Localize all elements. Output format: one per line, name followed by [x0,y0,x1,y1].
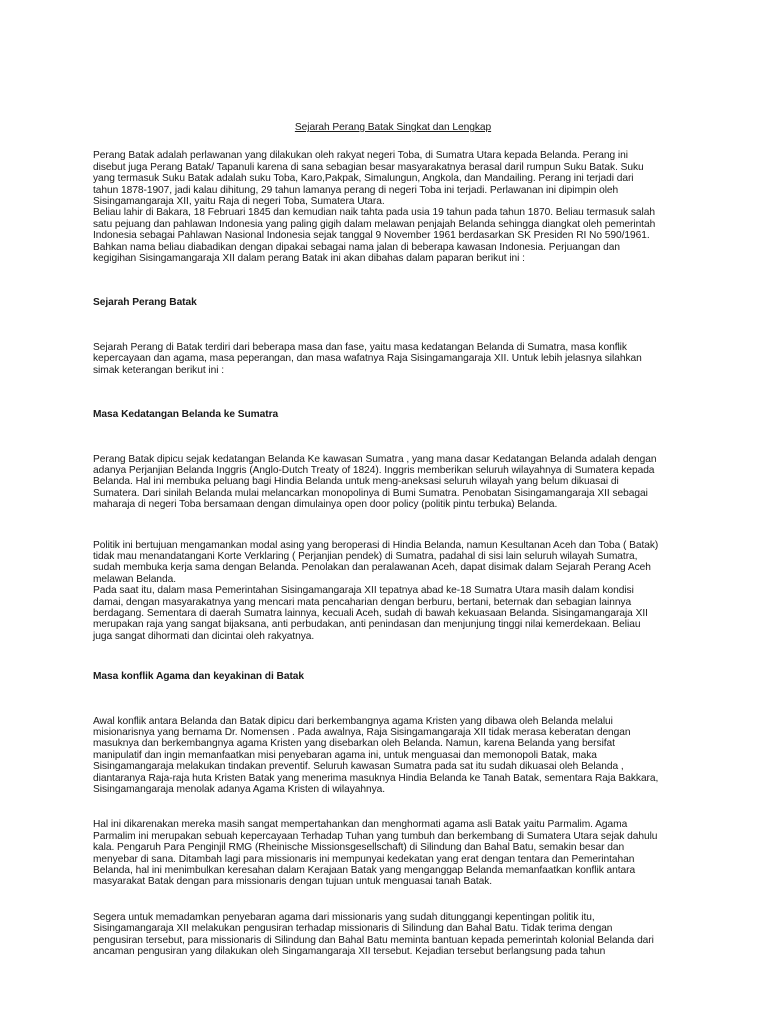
intro-paragraph: Perang Batak adalah perlawanan yang dilakukan oleh rakyat negeri Toba, di Sumatra Utara kepada Belanda. Perang ini disebut juga Perang Batak/ Tapanuli karena di sana sebagian besar masyarakatnya berasal daril rumpun Suku Batak. Suku yang termasuk Suku Batak adalah suku Toba, Karo,Pakpak, Simalungun, Angkola, dan Mandailing. Perang ini terjadi dari tahun 1878-1907, jadi kalau dihitung, 29 tahun lamanya perang di negeri Toba ini terjadi. Perlawanan ini dipimpin oleh Sisingamangaraja XII, yaitu Raja di negeri Toba, Sumatera Utara. Beliau lahir di Bakara, 18 Februari 1845 dan kemudian naik tahta pada usia 19 tahun pada tahun 1870. Beliau termasuk salah satu pejuang dan pahlawan Indonesia yang paling gigih dalam melawan penjajah Belanda sehingga diangkat oleh pemerintah Indonesia sebagai Pahlawan Nasional Indonesia sejak tanggal 9 November 1961 berdasarkan SK Presiden RI No 590/1961. Bahkan nama beliau diabadikan dengan dipakai sebagai nama jalan di beberapa kawasan Indonesia. Perjuangan dan kegigihan Sisingamangaraja XII dalam perang Batak ini akan dibahas dalam paparan berikut ini : [93,150,656,265]
section-heading-konflik: Masa konflik Agama dan keyakinan di Batak [93,671,305,683]
paragraph-konflik: Awal konflik antara Belanda dan Batak dipicu dari berkembangnya agama Kristen yang dibawa oleh Belanda melalui misionarisnya yang bernama Dr. Nomensen . Pada awalnya, Raja Sisingamangaraja XII tidak merasa keberatan dengan masuknya dan berkembangnya agama Kristen yang disebarkan oleh Belanda. Namun, karena Belanda yang bersifat manipulatif dan ingin memanfaatkan misi penyebaran agama ini, untuk menguasai dan memonopoli Batak, maka Sisingamangaraja melakukan tindakan preventif. Seluruh kawasan Sumatra pada sat itu sudah dikuasai oleh Belanda , diantaranya Raja-raja huta Kristen Batak yang menerima masuknya Hindia Belanda ke Tanah Batak, sementara Raja Bakkara, Sisingamangaraja menolak adanya Agama Kristen di wilayahnya. [93,715,659,796]
document-title: Sejarah Perang Batak Singkat dan Lengkap [294,122,492,133]
paragraph-parmalim: Hal ini dikarenakan mereka masih sangat mempertahankan dan menghormati agama asli Batak yaitu Parmalim. Agama Parmalim ini merupakan sebuah kepercayaan Terhadap Tuhan yang tumbuh dan berkembang di Sumatera Utara sejak dahulu kala. Pengaruh Para Penginjil RMG (Rheinische Missionsgesellschaft) di Silindung dan Bahal Batu, semakin besar dan menyebar di sana. Ditambah lagi para missionaris ini mempunyai kedekatan yang erat dengan tentara dan Pemerintahan Belanda, hal ini menimbulkan keresahan dalam Kerajaan Batak yang menganggap Belanda memanfaatkan konflik antara masyarakat Batak dengan para missionaris dengan tujuan untuk menguasai tanah Batak. [93,819,658,888]
section-heading-kedatangan: Masa Kedatangan Belanda ke Sumatra [93,409,279,421]
paragraph-kedatangan: Perang Batak dipicu sejak kedatangan Belanda Ke kawasan Sumatra , yang mana dasar Kedatangan Belanda adalah dengan adanya Perjanjian Belanda Inggris (Anglo-Dutch Treaty of 1824). Inggris memberikan seluruh wilayahnya di Sumatera kepada Belanda. Hal ini membuka peluang bagi Hindia Belanda untuk meng-aneksasi seluruh wilayah yang belum dikuasai di Sumatera. Dari sinilah Belanda mulai melancarkan monopolinya di Bumi Sumatra. Penobatan Sisingamangaraja XII sebagai maharaja di negeri Toba bersamaan dengan dimulainya open door policy (politik pintu terbuka) Belanda. [93,453,657,511]
document-body [93,122,693,958]
paragraph-politik: Politik ini bertujuan mengamankan modal asing yang beroperasi di Hindia Belanda, namun Kesultanan Aceh dan Toba ( Batak) tidak mau menandatangani Korte Verklaring ( Perjanjian pendek) di Sumatra, padahal di sisi lain seluruh wilayah Sumatra, sudah membuka kerja sama dengan Belanda. Penolakan dan peralawanan Aceh, dapat disimak dalam Sejarah Perang Aceh melawan Belanda. Pada saat itu, dalam masa Pemerintahan Sisingamangaraja XII tepatnya abad ke-18 Sumatra Utara masih dalam kondisi damai, dengan masyarakatnya yang mencari mata pencaharian dengan berburu, bertani, beternak dan sebagian lainnya berdagang. Sementara di daerah Sumatra lainnya, kecuali Aceh, sudah di bawah kekuasaan Belanda. Sisingamangaraja XII merupakan raja yang sangat bijaksana, anti perbudakan, anti penindasan dan menjunjung tinggi nilai kemerdekaan. Beliau juga sangat dihormati dan dicintai oleh rakyatnya. [93,539,659,642]
paragraph-sejarah: Sejarah Perang di Batak terdiri dari beberapa masa dan fase, yaitu masa kedatangan Belanda di Sumatra, masa konflik kepercayaan dan agama, masa peperangan, dan masa wafatnya Raja Sisingamangaraja XII. Untuk lebih jelasnya silahkan simak keterangan berikut ini : [93,341,642,376]
section-heading-sejarah: Sejarah Perang Batak [93,297,197,309]
paragraph-pengusiran: Segera untuk memadamkan penyebaran agama dari missionaris yang sudah ditunggangi kepentingan politik itu, Sisingamangaraja XII melakukan pengusiran terhadap missionaris di Silindung dan Bahal Batu. Tidak terima dengan pengusiran tersebut, para missionaris di Silindung dan Bahal Batu meminta bantuan kepada pemerintah kolonial Belanda dari ancaman pengusiran yang dilakukan oleh Singamangaraja XII tersebut. Kejadian tersebut berlangsung pada tahun [93,911,654,958]
